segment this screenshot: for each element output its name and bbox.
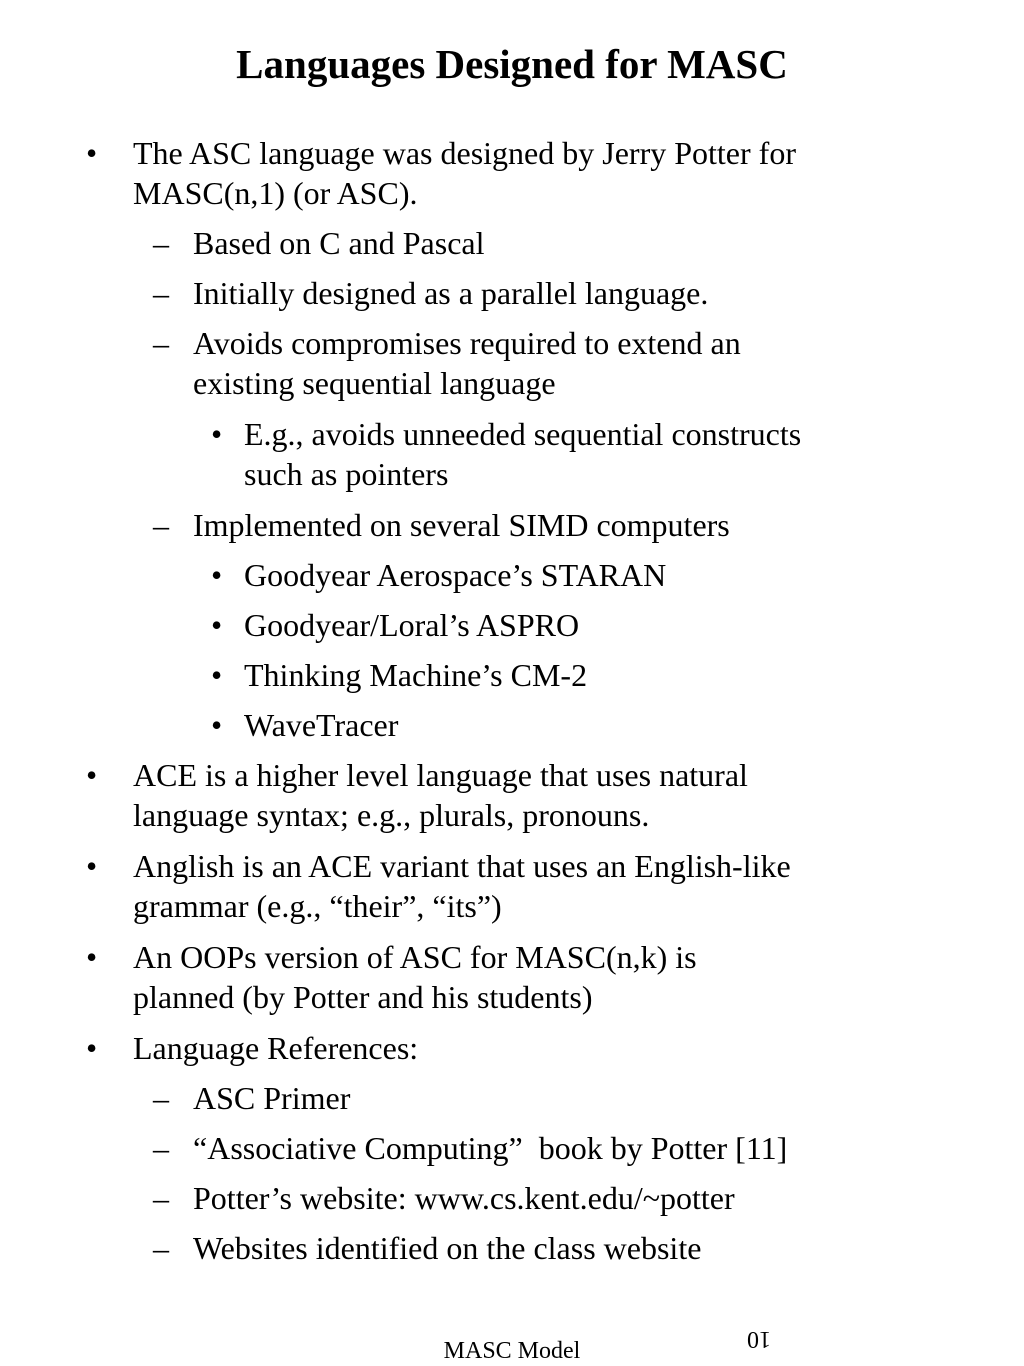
list-item [86, 755, 748, 835]
list-item [86, 1028, 419, 1068]
list-item-text: MASC(n,1) (or ASC). [133, 175, 418, 211]
list-item-text: grammar (e.g., “their”, “its”) [133, 888, 502, 924]
list-item [153, 1178, 735, 1218]
bullet-marker: • [86, 757, 98, 793]
dash-marker: – [153, 225, 169, 261]
list-item [153, 505, 730, 545]
bullet-marker: • [86, 135, 98, 171]
dash-marker: – [153, 1230, 169, 1266]
list-item-text: Language References: [133, 1030, 419, 1066]
list-item [153, 1228, 702, 1268]
list-item-text: existing sequential language [193, 365, 556, 401]
list-item-text: Websites identified on the class website [193, 1230, 702, 1266]
list-item [211, 655, 588, 695]
list-item-text: Based on C and Pascal [193, 225, 485, 261]
list-item-text: Goodyear/Loral’s ASPRO [244, 607, 580, 643]
bullet-marker: • [86, 848, 98, 884]
list-item-text: The ASC language was designed by Jerry Potter for [133, 135, 796, 171]
bullet-marker: • [211, 707, 223, 743]
list-item-text: Anglish is an ACE variant that uses an English-like [133, 848, 791, 884]
list-item-text: Goodyear Aerospace’s STARAN [244, 557, 667, 593]
list-item [86, 133, 796, 213]
list-item-text: Initially designed as a parallel language. [193, 275, 709, 311]
dash-marker: – [153, 275, 169, 311]
dash-marker: – [153, 1080, 169, 1116]
list-item [153, 1078, 351, 1118]
slide-title: Languages Designed for MASC [236, 41, 788, 87]
list-item-text: planned (by Potter and his students) [133, 979, 593, 1015]
dash-marker: – [153, 325, 169, 361]
list-item [86, 846, 791, 926]
bullet-marker: • [211, 607, 223, 643]
list-item-text: such as pointers [244, 456, 449, 492]
bullet-marker: • [211, 416, 223, 452]
list-item-text: language syntax; e.g., plurals, pronouns. [133, 797, 650, 833]
dash-marker: – [153, 1130, 169, 1166]
list-item-text: Thinking Machine’s CM-2 [244, 657, 588, 693]
list-item-text: WaveTracer [244, 707, 399, 743]
list-item [211, 605, 580, 645]
list-item-text: ASC Primer [193, 1080, 351, 1116]
list-item [211, 705, 399, 745]
list-item [153, 323, 741, 403]
list-item [86, 937, 697, 1017]
bullet-marker: • [86, 1030, 98, 1066]
list-item-text: Implemented on several SIMD computers [193, 507, 730, 543]
slide-footer: MASC Model [443, 1338, 581, 1364]
bullet-marker: • [211, 657, 223, 693]
list-item-text: Avoids compromises required to extend an [193, 325, 741, 361]
dash-marker: – [153, 507, 169, 543]
list-item [153, 273, 709, 313]
list-item [153, 223, 485, 263]
list-item-text: E.g., avoids unneeded sequential constructs [244, 416, 802, 452]
list-item [211, 414, 802, 494]
list-item-text: An OOPs version of ASC for MASC(n,k) is [133, 939, 697, 975]
page-number: 10 [747, 1326, 771, 1352]
bullet-marker: • [211, 557, 223, 593]
list-item [153, 1128, 788, 1168]
dash-marker: – [153, 1180, 169, 1216]
list-item [211, 555, 667, 595]
bullet-marker: • [86, 939, 98, 975]
list-item-text: Potter’s website: www.cs.kent.edu/~potter [193, 1180, 735, 1216]
list-item-text: ACE is a higher level language that uses natural [133, 757, 748, 793]
list-item-text: “Associative Computing” book by Potter [11] [193, 1130, 788, 1166]
